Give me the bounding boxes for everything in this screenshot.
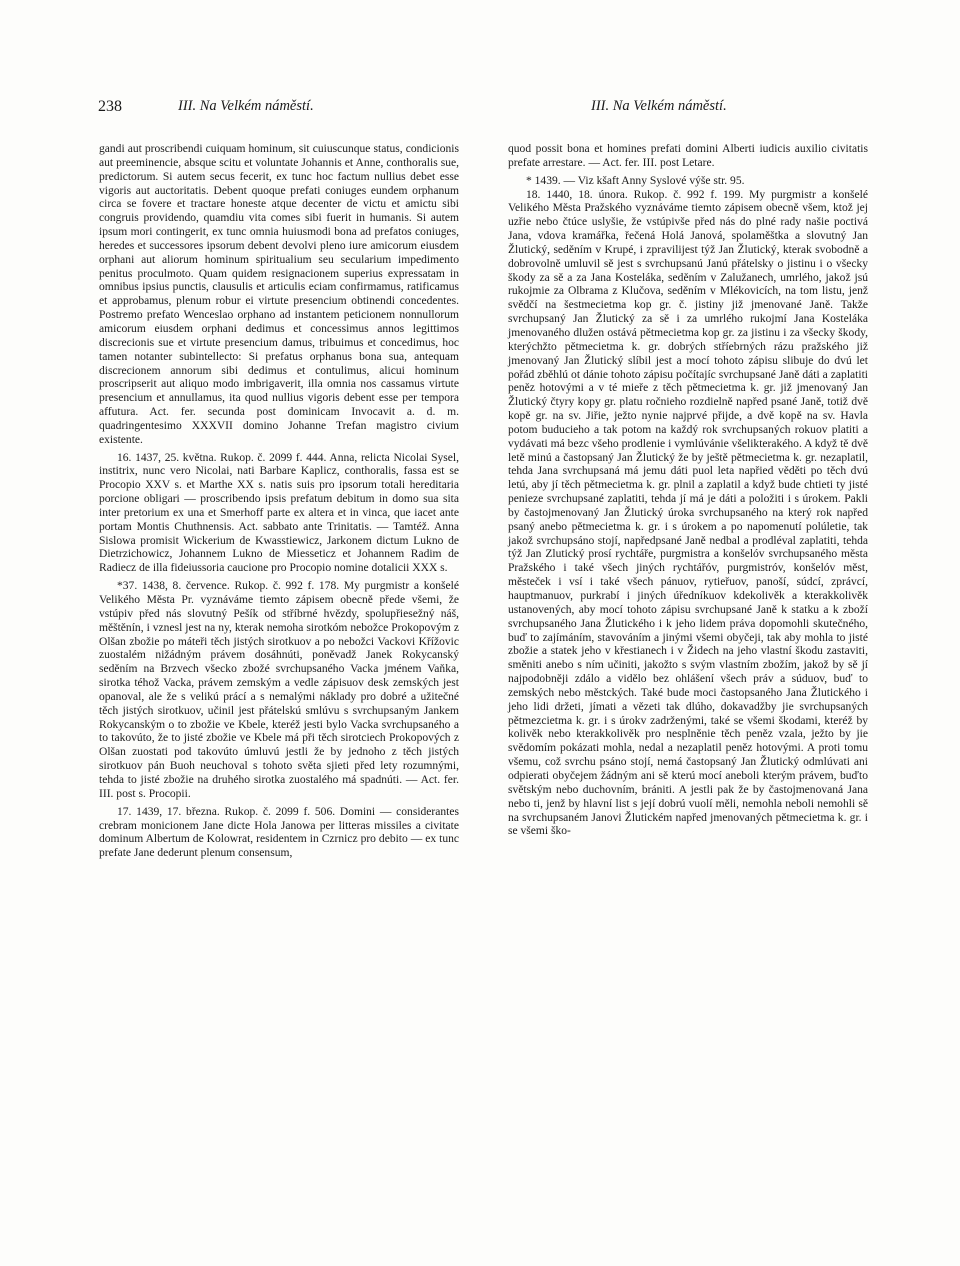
entry-18: 18. 1440, 18. února. Rukop. č. 992 f. 199. My purgmistr a konšelé Velikého Města Pražského vyznáváme tiemto zápisem obecně všem, ktož jej uzřie nebo čtúce uslyšie, že vstúpivše před nás do plné rady našie poctivá Jana, vdova kramářka, řečená Holá Janová, spolaměštka a slovutný Jan Žlutický, seděním v Krupé, i zpravilijest týž Jan Žlutický, kterak svobodně a dobrovolně umluvil sě jest s svrchupsanú Janú přátelsky o jistinu i o všecky škody za sě a za Jana Kosteláka, seděním v Zalužanech, umrlého, jakož jsú rukojmie za Olbrama z Klučova, seděním v Mlékovicích, na tom listu, jenž svědčí na šestmecietma kop gr. č. jistiny již jmenované Janě. Takže svrchupsaný Jan Žlutický za sě i za umrlého rukojmí Jana Kosteláka jmenovaného dlužen ostává pětmecietma kop gr. za jistinu i za všecky škody, kterýchžto pětmecietma k. gr. dobrých stříebrných rázu pražského již jmenovaný Jan Žlutický slíbil jest a mocí tohoto zápisu slibuje do dvú let pořád zběhlú ot dánie tohoto zápisu počítajíc svrchupsané Janě dáti a zaplatiti peněz hotovými a v té mieře z těch pětmecietma k. gr. již jmenovaný Jan Žlutický čtyry kopy gr. platu ročnieho rozdielně napřed psané Janě, totiž dvě kopě gr. na sv. Jiřie, ježto nynie najprvé přijde, a dvě kopě na sv. Havla potom buducieho a tak potom na každý rok svrchupsaných rokuov platiti a vydávati má bezc všeho prodlenie i vymlúvánie všelikterakého. A když tě dvě letě minú a častopsaný Jan Žlutický že by ještě pětmecietma k. gr. nezaplatil, tehda Jana svrchupsaná má jemu dáti puol leta napřied věděti po těch dvú letú, aby jí těch pětmecietma k. gr. plnil a zaplatil a když bude chtieti ty jisté penieze svrchupsané zaplatiti, tehda jí má je dáti a položiti i s úrokem. Pakli by častojmenovaný Jan Žlutický úroka svrchupsaného na který rok napřed psaný anebo pětmecietma k. gr. i s úrokem a po napomenutí polúletie, tak jakož svrchupsáno stojí, napředpsané Janě nedbal a prodléval zaplatiti, tehda týž Jan Zlutický prosí rychtáře, purgmistra a konšelóv svrchupsaného města Pražského i také všech jiných rychtářóv, purgmistróv, konšelóv měst, městeček i vsí i také všech pánuov, rytieřuov, panoší, súdcí, zprávcí, hauptmanuov, purkrabí i jiných úředníkuov kdekolivěk a kterakkolivěk ustanovených, aby mocí tohoto zápisu svrchupsané Janě k statku a k zboží svrchupsaného Jana Žlutického i k jeho lidem práva dopomohli skutečného, buď to zajímáním, stavováním a jinými všemi obyčeji, tak aby mohla to jisté zbožie a statek jeho v křestianech i v Židech na jeho vlastní škodu zastaviti, směniti anebo s ním učiniti, jakožto s svým vlastním zbožím, jakož by sě jí najpodobněji zdálo a vidělo bez ohlášení všech práv a súduov, buď to zemských nebo městckých. Také bude moci častopsaného Jana Žlutického i jeho lidi držeti, jímati a vězeti tak dlúho, dokavadžby jie svrchupsaných pětmezcietma k. gr. i s úrokv zadrženými, také se všemi škodami, kteréž by kolivěk nebo kterakkolivěk pro nesplněnie těch peněz vzala, ježto by jie svědomím pokázati mohla, nedal a nezaplatil peněz hotovými. A proti tomu všemu, což svrchu psáno stojí, nemá častopsaný Jan Žlutický odmlúvati ani odpierati obyčejem žádným ani sě kterú mocí aneboli kterým právem, buďto světským nebo duchovním, brániti. A jestli pak že by častojmenovaná Jana nebo ti, jenž by hlavní list s její dobrú vuolí měli, nemohla neboli nemohli sě na svrchupsaném Janovi Žlutickém napřed jmenovaných pětmecietma k. gr. i se všemi ško-	[508, 188, 868, 838]
left-column	[99, 143, 459, 861]
running-title-left: III. Na Velkém náměstí.	[178, 98, 314, 114]
page-header	[98, 98, 870, 120]
paragraph-continuation: gandi aut proscribendi cuiquam hominum, sit cuiuscunque status, condicionis aut preeminencie, absque scitu et voluntate Johannis et Anne, conthoralis sue, predictorum. Si autem secus fecerit, ex tunc hoc factum nullius debet esse vigoris aut auctoritatis. Debent quoque prefati coniuges eundem orphanum circa se fovere et tractare honeste atque decenter de victu et amictu sibi congruis providendo, quamdiu vita comes sibi fuerit in humanis. Si autem ipsum mori contingerit, ex tunc omnia huiusmodi bona ad prefatos coniuges, heredes et successores ipsorum debent devolvi pleno iure amicorum eiusdem orphani aut aliorum hominum spiritualium seu secularium impedimento penitus proculmoto. Quam quidem resignacionem superius expressatam in omnibus ipsius punctis, clausulis et articulis eciam confirmamus, ratificamus et approbamus, plenum robur ei virtute presencium obtinendi concedentes. Postremo prefato Wenceslao orphano ad instantem peticionem nonnullorum amicorum eiusdem orphani dedimus et concessimus annos legittimos discrecionis sue et virtute presencium damus, tribuimus et concedimus, hoc tamen notanter subintellecto: Si prefatus orphanus bona sua, antequam discrecionem annorum sibi dedimus et contulimus, alicui hominum proscripserit aut aliquo modo imbrigaverit, illa omnia nos cassamus virtute presencium et annullamus, ita quod nullius vigoris debent esse per tempora affutura. Act. fer. secunda post dominicam Invocavit a. d. m. quadringentesimo XXXVII domino Johanne Trefan magistro civium existente.	[99, 143, 459, 446]
entry-note-1439: * 1439. — Viz kšaft Anny Syslové výše str. 95.	[526, 174, 745, 187]
page-number: 238	[98, 98, 122, 115]
paragraph-continuation-right: quod possit bona et homines prefati domini Alberti iudicis auxilio civitatis prefate arrestare. — Act. fer. III. post Letare.	[508, 143, 868, 169]
right-column	[508, 143, 868, 839]
running-title-right: III. Na Velkém náměstí.	[591, 98, 727, 114]
entry-17: 17. 1439, 17. března. Rukop. č. 2099 f. 506. Domini — considerantes crebram monicionem Jane dicte Hola Janowa per litteras missiles a civitate dominum Albertum de Kolowrat, residentem in Czrnicz pro debito — ex tunc prefate Jane dederunt plenum consensum,	[99, 805, 459, 860]
entry-37: *37. 1438, 8. července. Rukop. č. 992 f. 178. My purgmistr a konšelé Velikého Města Pr. vyznáváme tiemto zápisem obecně přede všemi, že vstúpiv před nás slovutný Pešík od stříbrné hvězdy, spolupřiesežný náš, měštěnín, i vznesl jest na ny, kterak nemoha sirotkóm nebožce Prokopovým z Olšan zbožie po máteři těch jistých sirotkuov a po nebožci Vackovi Křížovic zuostalém nižádným právem dosáhnúti, poněvadž Janek Rokycanský seděním na Brzvech všecko zbožé svrchupsaného Vacka jménem Vaňka, sirotka téhož Vacka, právem zemským a vedle zápisuov desk zemských jest opanoval, ale že s velikú prácí a s nemalými náklady pro dobré a užitečné těch jistých sirotkuov, učinil jest přátelskú smlúvu s svrchupsaným Jankem Rokycanským o to zbožie ve Kbele, kteréž jesti bylo Vacka svrchupsaného a to takovúto, že to jisté zbožie ve Kbele má při těch sirotciech Prokopových z Olšan zuostati pod takovúto úmluvú jestli že by jednoho z těch jistých sirotkuov pán Buoh neuchoval s tohoto světa sjieti před lety rozumnými, tehda to jisté zbožie na druhého sirotka zuostalého má spadnúti. — Act. fer. III. post s. Procopii.	[99, 580, 459, 800]
entry-16: 16. 1437, 25. května. Rukop. č. 2099 f. 444. Anna, relicta Nicolai Sysel, institrix, nunc vero Nicolai, nati Barbare Kaplicz, conthoralis, fassa est se Procopio XXV s. et Marthe XX s. natis suis pro ipsorum totali hereditaria porcione obligari — proscribendo ipsis prefatum debitum in domo sua sita inter pretorium ex una et Smerhoff parte ex altera et in vinca, que iacet ante portam Montis Chuthnensis. Act. sabbato ante Trinitatis. — Tamtéž. Anna Sislowa promisit Wickerium de Kwasstiewicz, Jarkonem dictum Lukno de Dietrzichowicz, Johannem Lukno de Miesseticz et Johannem Radim de Radiecz de illa fideiussoria caucione pro Procopio nomine dotalicii XXX s.	[99, 451, 459, 575]
